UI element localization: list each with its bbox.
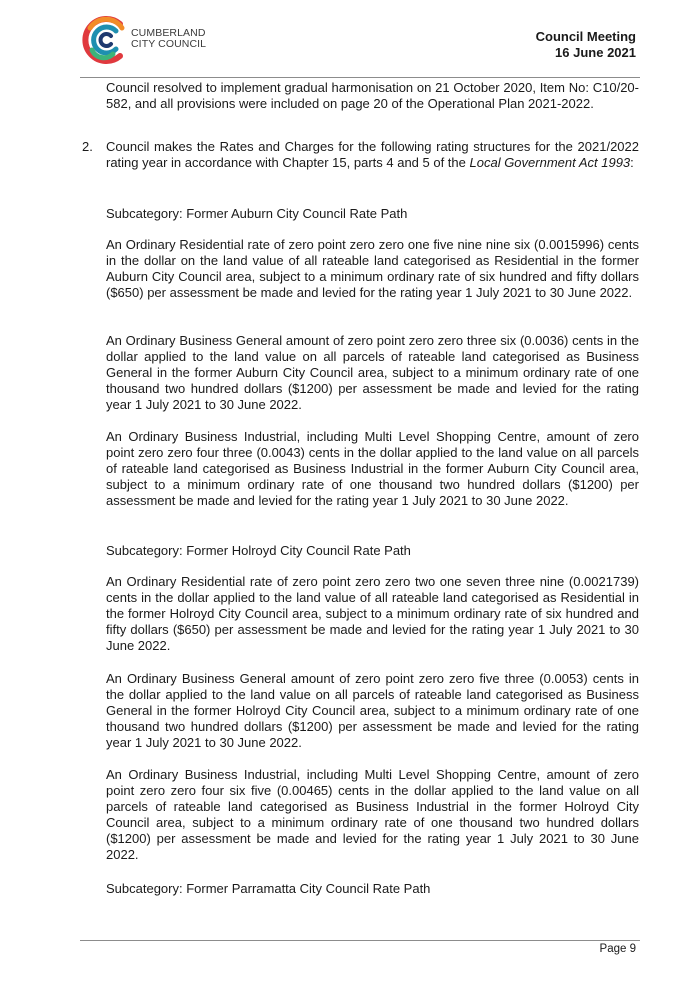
- intro-paragraph: Council resolved to implement gradual harmonisation on 21 October 2020, Item No: C10/20-582, and all provisions were included on page 20 of the Operational Plan 2021-2022.: [106, 80, 639, 111]
- item-2-text: Council makes the Rates and Charges for the following rating structures for the 2021/2022 rating year in accordance with Chapter 15, parts 4 and 5 of the: [106, 139, 639, 170]
- header-divider: [80, 77, 640, 78]
- meeting-title: Council Meeting: [535, 29, 636, 44]
- cumberland-logo-mark-icon: [80, 14, 128, 66]
- subcategory-heading-holroyd: Subcategory: Former Holroyd City Council Rate Path: [106, 543, 411, 558]
- meeting-date: 16 June 2021: [555, 44, 636, 60]
- act-title: Local Government Act 1993: [469, 155, 631, 170]
- holroyd-business-general-paragraph: An Ordinary Business General amount of zero point zero zero five three (0.0053) cents in the dollar applied to the land value on all parcels of rateable land categorised as Business General in the former Holroyd City Council area, subject to a minimum ordinary rate of one thousand two hundred dollars ($1200) per assessment be made and levied for the rating year 1 July 2021 to 30 June 2022.: [106, 671, 639, 750]
- auburn-residential-paragraph: An Ordinary Residential rate of zero point zero zero one five nine nine six (0.0015996) cents in the dollar on the land value of all rateable land categorised as Residential in the former Auburn City Council area, subject to a minimum ordinary rate of six hundred and fifty dollars ($650) per assessment be made and levied for the rating year 1 July 2021 to 30 June 2022.: [106, 237, 639, 300]
- holroyd-residential-paragraph: An Ordinary Residential rate of zero point zero zero two one seven three nine (0.0021739) cents in the dollar applied to the land value of all rateable land categorised as Residential in the former Holroyd City Council area, subject to a minimum ordinary rate of six hundred and fifty dollars ($650) per assessment be made and levied for the rating year 1 July 2021 to 30 June 2022.: [106, 574, 639, 653]
- page-number: Page 9: [599, 943, 636, 955]
- cumberland-logo: [80, 14, 280, 66]
- subcategory-heading-auburn: Subcategory: Former Auburn City Council Rate Path: [106, 206, 408, 221]
- auburn-business-industrial-paragraph: An Ordinary Business Industrial, including Multi Level Shopping Centre, amount of zero point zero zero four three (0.0043) cents in the dollar applied to the land value on all parcels of rateable land categorised as Business Industrial in the former Auburn City Council area, subject to a minimum ordinary rate of one thousand two hundred dollars ($1200) per assessment be made and levied for the rating year 1 July 2021 to 30 June 2022.: [106, 429, 639, 508]
- logo-line-1: CUMBERLAND: [131, 27, 206, 39]
- item-2-paragraph: [106, 139, 639, 171]
- logo-line-2: CITY COUNCIL: [131, 38, 207, 50]
- footer-divider: [80, 940, 640, 941]
- page-header: [0, 0, 694, 78]
- item-2-text-end: :: [630, 155, 634, 170]
- holroyd-business-industrial-paragraph: An Ordinary Business Industrial, including Multi Level Shopping Centre, amount of zero point zero zero four six five (0.00465) cents in the dollar applied to the land value on all parcels of rateable land categorised as Business Industrial in the former Holroyd City Council area, subject to a minimum ordinary rate of one thousand two hundred dollars ($1200) per assessment be made and levied for the rating year 1 July 2021 to 30 June 2022.: [106, 767, 639, 862]
- item-number: 2.: [82, 139, 93, 154]
- logo-wordmark: [131, 28, 206, 50]
- auburn-business-general-paragraph: An Ordinary Business General amount of zero point zero zero three six (0.0036) cents in the dollar applied to the land value on all parcels of rateable land categorised as Business General in the former Auburn City Council area, subject to a minimum ordinary rate of one thousand two hundred dollars ($1200) per assessment be made and levied for the rating year 1 July 2021 to 30 June 2022.: [106, 333, 639, 412]
- subcategory-heading-parramatta: Subcategory: Former Parramatta City Council Rate Path: [106, 881, 431, 896]
- meeting-info: [536, 29, 636, 60]
